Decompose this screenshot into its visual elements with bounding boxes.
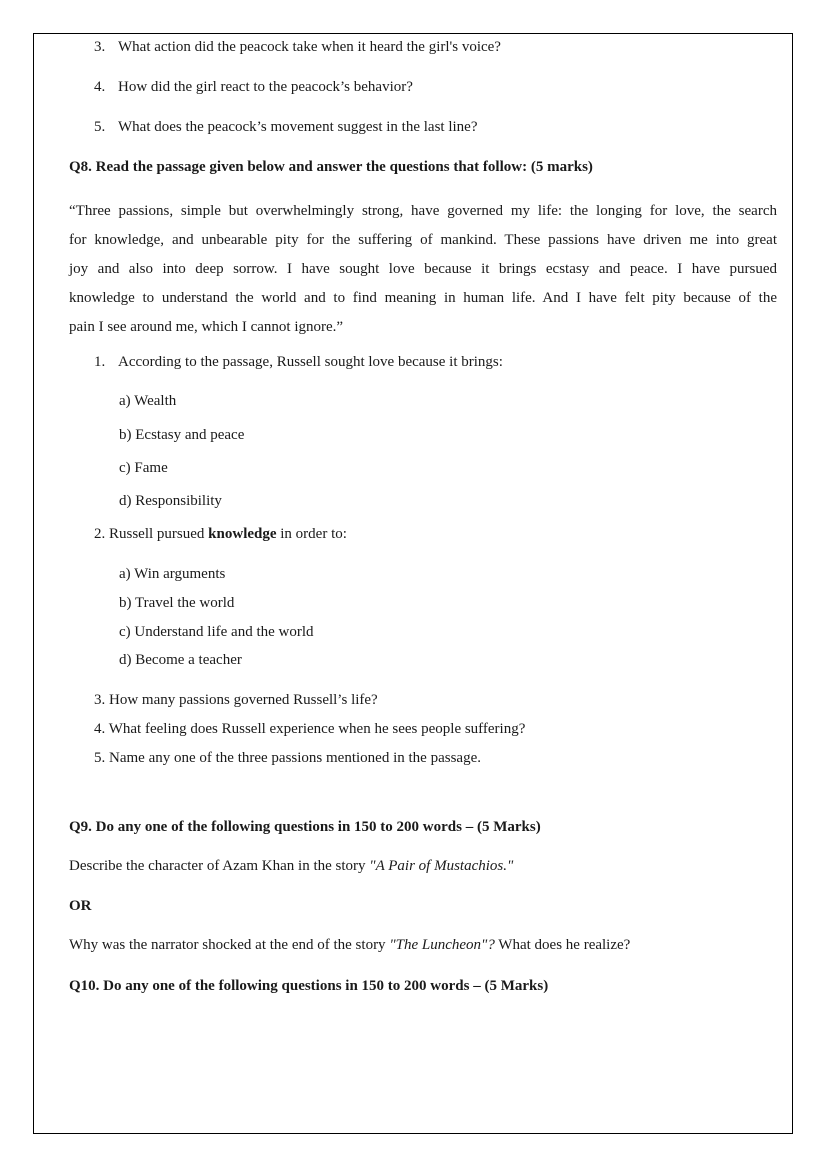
- question-keyword: knowledge: [208, 526, 277, 542]
- q9-option-2: [69, 936, 630, 954]
- q10-heading: Q10. Do any one of the following questions in 150 to 200 words – (5 Marks): [69, 978, 549, 994]
- question-number: 1.: [94, 354, 106, 370]
- question-text: According to the passage, Russell sought love because it brings:: [118, 354, 503, 370]
- q7-question-5: [94, 118, 477, 136]
- q8-q2-option-b: b) Travel the world: [119, 595, 235, 611]
- q8-q1-option-c: c) Fame: [119, 460, 168, 476]
- q8-question-4: 4. What feeling does Russell experience when he sees people suffering?: [94, 721, 526, 737]
- q7-question-3: [94, 38, 501, 56]
- passage-line: pain I see around me, which I cannot ignore.”: [69, 319, 344, 335]
- q8-passage: [69, 197, 777, 342]
- passage-line: for knowledge, and unbearable pity for the suffering of mankind. These passions have driven me into great: [69, 232, 777, 248]
- q8-question-3: 3. How many passions governed Russell’s life?: [94, 692, 378, 708]
- q8-q1-option-d: d) Responsibility: [119, 493, 222, 509]
- q8-question-2: [94, 525, 347, 543]
- question-number: 4.: [94, 79, 106, 95]
- q8-question-5: 5. Name any one of the three passions mentioned in the passage.: [94, 750, 481, 766]
- story-title: "A Pair of Mustachios.": [369, 858, 514, 874]
- q9-or-label: OR: [69, 898, 92, 914]
- question-text: How did the girl react to the peacock’s behavior?: [118, 79, 413, 95]
- q8-heading: Q8. Read the passage given below and answer the questions that follow: (5 marks): [69, 159, 593, 175]
- question-text: 2. Russell pursued: [94, 526, 209, 542]
- passage-line: knowledge to understand the world and to find meaning in human life. And I have felt pity because of the: [69, 290, 777, 306]
- option-text: Describe the character of Azam Khan in the story: [69, 858, 370, 874]
- q8-q1-option-a: a) Wealth: [119, 393, 177, 409]
- option-text: What does he realize?: [494, 937, 631, 953]
- option-text: Why was the narrator shocked at the end of the story: [69, 937, 390, 953]
- q8-q1-option-b: b) Ecstasy and peace: [119, 427, 245, 443]
- question-text: What action did the peacock take when it heard the girl's voice?: [118, 39, 501, 55]
- passage-line: joy and also into deep sorrow. I have sought love because it brings ecstasy and peace. I have pursued: [69, 261, 777, 277]
- question-text: in order to:: [276, 526, 347, 542]
- story-title: "The Luncheon"?: [389, 937, 495, 953]
- q8-q2-option-c: c) Understand life and the world: [119, 624, 314, 640]
- passage-line: “Three passions, simple but overwhelmingly strong, have governed my life: the longing for love, the search: [69, 203, 777, 219]
- question-number: 5.: [94, 119, 106, 135]
- q8-question-1: [94, 353, 503, 371]
- q8-q2-option-d: d) Become a teacher: [119, 652, 242, 668]
- q8-q2-option-a: a) Win arguments: [119, 566, 226, 582]
- question-text: What does the peacock’s movement suggest in the last line?: [118, 119, 478, 135]
- question-number: 3.: [94, 39, 106, 55]
- q7-question-4: [94, 78, 413, 96]
- q9-option-1: [69, 857, 513, 875]
- q9-heading: Q9. Do any one of the following questions in 150 to 200 words – (5 Marks): [69, 819, 541, 835]
